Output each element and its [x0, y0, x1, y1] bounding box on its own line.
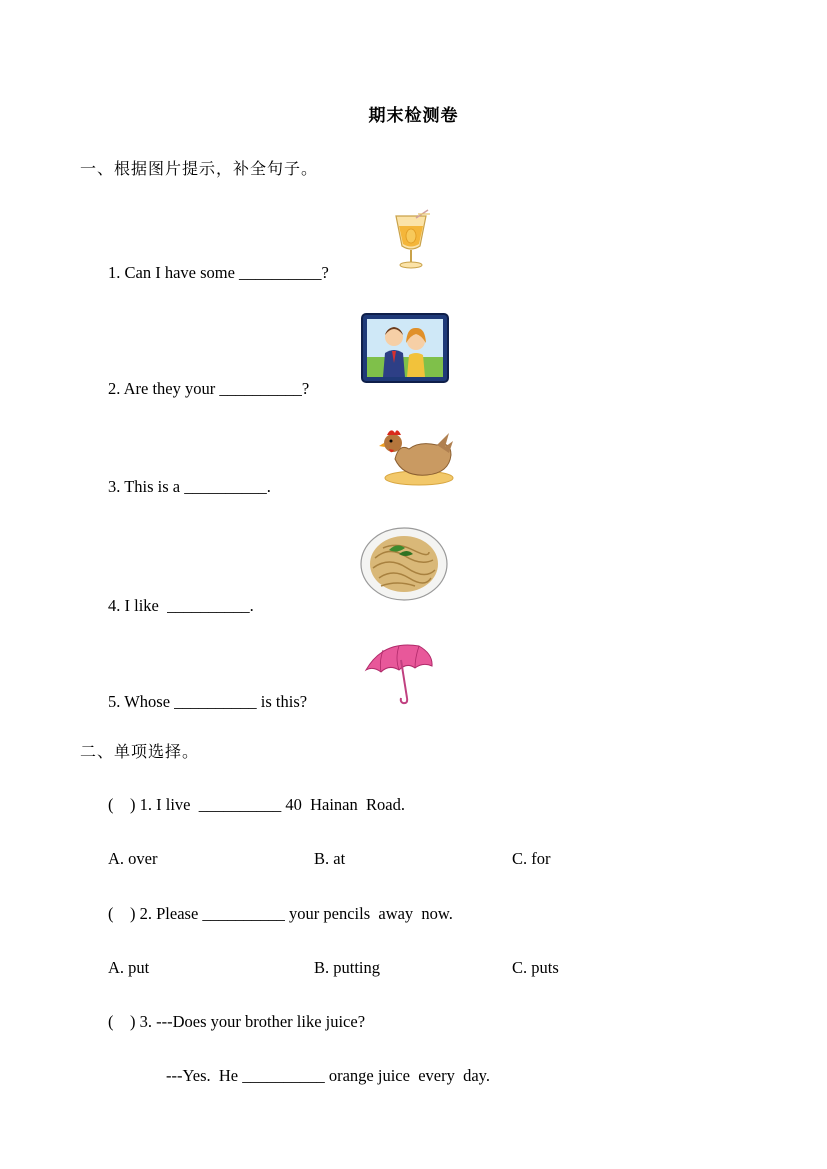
choice-2-option-c: C. puts	[512, 958, 559, 977]
choice-1-option-b: B. at	[314, 849, 346, 868]
question-4: 4. I like __________.	[108, 596, 254, 615]
choice-question-3: ( ) 3. ---Does your brother like juice?	[108, 1012, 366, 1031]
choice-question-2: ( ) 2. Please __________ your pencils away now.	[108, 904, 453, 923]
question-5: 5. Whose __________ is this?	[108, 692, 308, 711]
choice-2-option-a: A. put	[108, 958, 150, 977]
noodles-plate-icon	[359, 526, 449, 602]
choice-3-answer-line: ---Yes. He __________ orange juice every day.	[166, 1066, 490, 1085]
umbrella-icon	[363, 640, 435, 706]
section-2-heading: 二、单项选择。	[80, 742, 200, 761]
choice-1-option-a: A. over	[108, 849, 158, 868]
choice-question-1: ( ) 1. I live __________ 40 Hainan Road.	[108, 795, 405, 814]
section-1-heading: 一、根据图片提示，补全句子。	[80, 159, 319, 178]
question-1: 1. Can I have some __________?	[108, 263, 329, 282]
choice-1-option-c: C. for	[512, 849, 551, 868]
page-title: 期末检测卷	[368, 106, 459, 126]
hen-icon	[379, 423, 455, 487]
couple-photo-icon	[361, 313, 449, 383]
juice-glass-icon	[388, 208, 434, 272]
question-3: 3. This is a __________.	[108, 477, 271, 496]
choice-2-option-b: B. putting	[314, 958, 381, 977]
question-2: 2. Are they your __________?	[108, 379, 310, 398]
